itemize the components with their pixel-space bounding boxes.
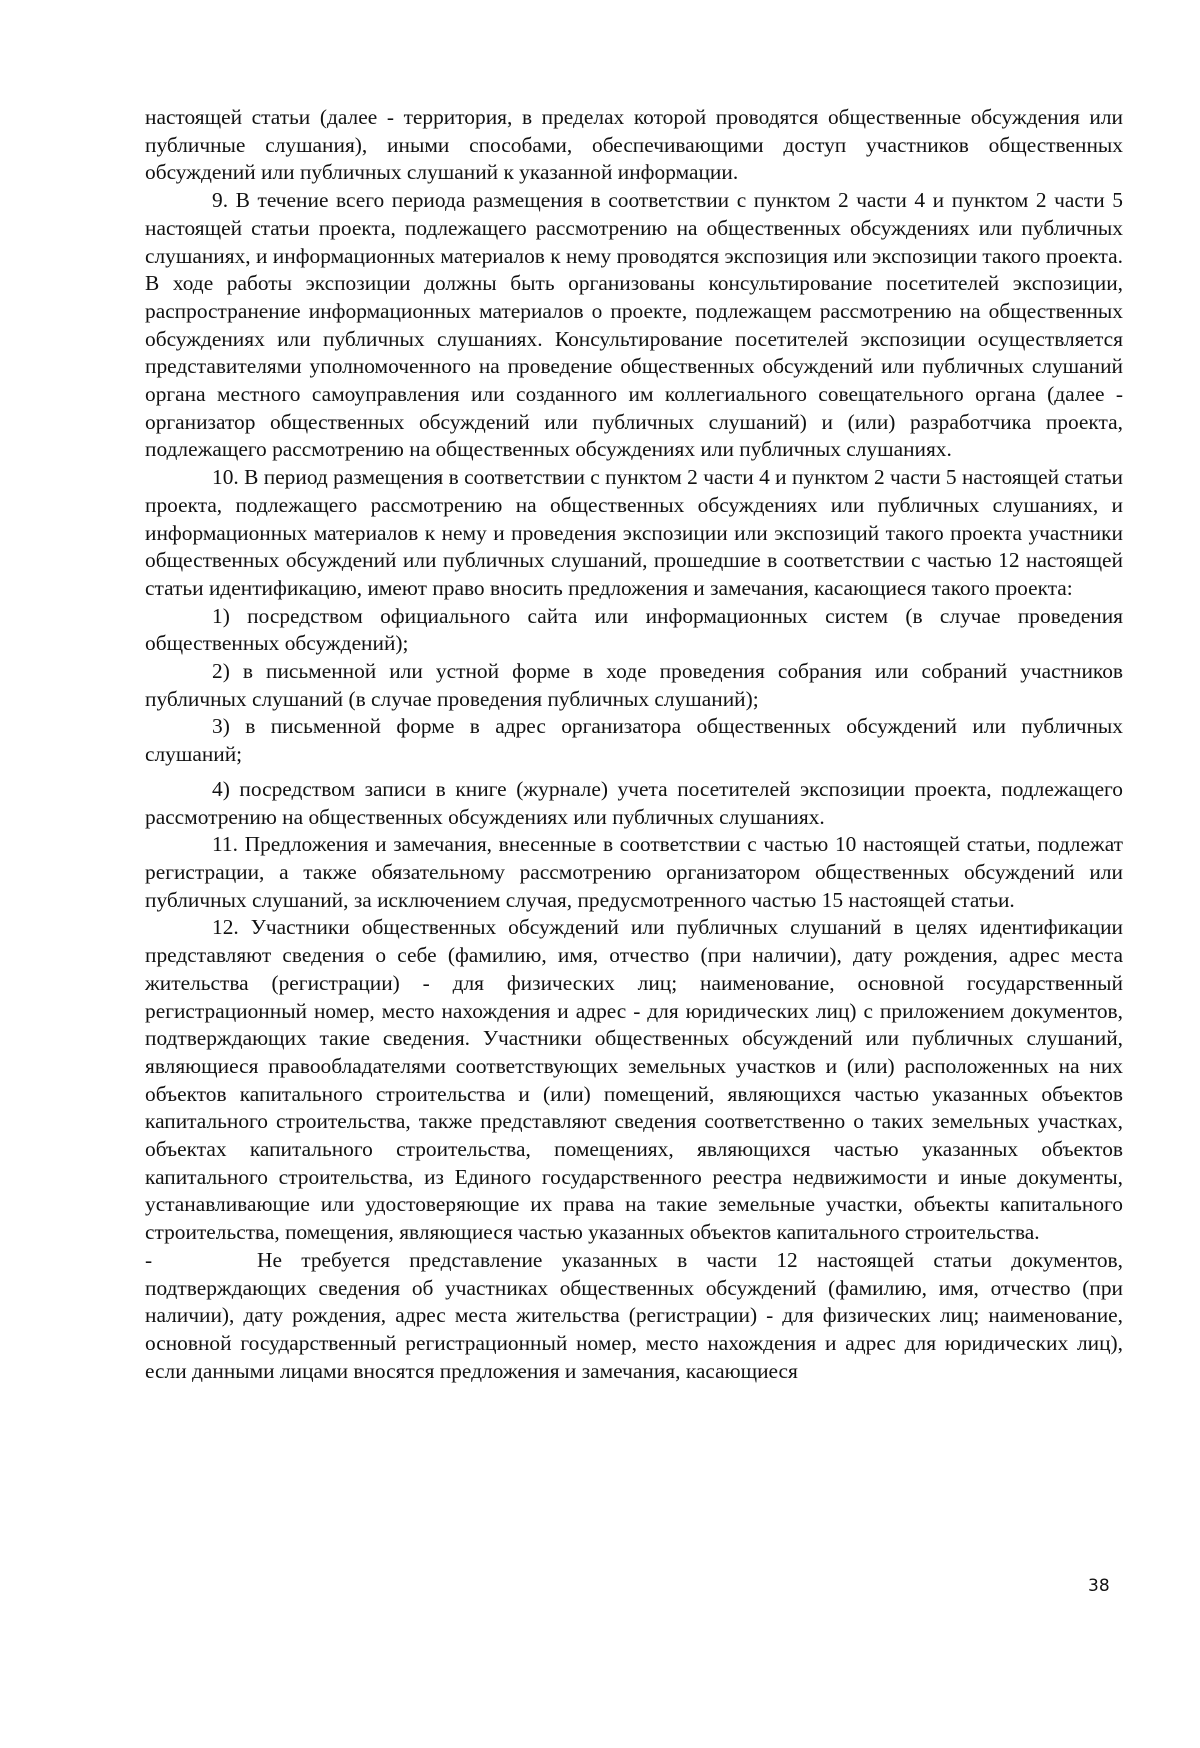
dash-marker: - xyxy=(145,1247,153,1272)
list-item-2: 2) в письменной или устной форме в ходе проведения собрания или собраний участников публичных слушаний (в случае проведения публичных слушаний); xyxy=(145,659,1123,711)
dash-paragraph-text: Не требуется представление указанных в части 12 настоящей статьи документов, подтверждающих сведения об участниках общественных обсуждений (фамилию, имя, отчество (при наличии), дату рождения, адрес места жительства (регистрации) - для физических лиц; наименование, основной государственный регистрационный номер, место нахождения и адрес для юридических лиц), если данными лицами вносятся предложения и замечания, касающиеся xyxy=(145,1247,1123,1383)
paragraph-continuation: настоящей статьи (далее - территория, в пределах которой проводятся общественные обсуждения или публичные слушания), иными способами, обеспечивающими доступ участников общественных обсуждений или публичных слушаний к указанной информации. xyxy=(145,105,1123,185)
list-item-3: 3) в письменной форме в адрес организатора общественных обсуждений или публичных слушаний; xyxy=(145,714,1123,767)
paragraph-10: 10. В период размещения в соответствии с пунктом 2 части 4 и пунктом 2 части 5 настоящей статьи проекта, подлежащего рассмотрению на общественных обсуждениях или публичных слушаниях, и информационных материалов к нему и проведения экспозиции или экспозиций такого проекта участники общественных обсуждений или публичных слушаний, прошедшие в соответствии с частью 12 настоящей статьи идентификацию, имеют право вносить предложения и замечания, касающиеся такого проекта: xyxy=(145,465,1123,600)
body-text xyxy=(145,104,1123,1385)
list-item-1: 1) посредством официального сайта или информационных систем (в случае проведения общественных обсуждений); xyxy=(145,603,1123,656)
page-number: 38 xyxy=(1088,1576,1110,1596)
paragraph-12: 12. Участники общественных обсуждений или публичных слушаний в целях идентификации представляют сведения о себе (фамилию, имя, отчество (при наличии), дату рождения, адрес места жительства (регистрации) - для физических лиц; наименование, основной государственный регистрационный номер, место нахождения и адрес - для юридических лиц) с приложением документов, подтверждающих такие сведения. Участники общественных обсуждений или публичных слушаний, являющиеся правообладателями соответствующих земельных участков и (или) расположенных на них объектов капитального строительства и (или) помещений, являющихся частью указанных объектов капитального строительства, также представляют сведения соответственно о таких земельных участках, объектах капитального строительства, помещениях, являющихся частью указанных объектов капитального строительства, из Единого государственного реестра недвижимости и иные документы, устанавливающие или удостоверяющие их права на такие земельные участки, объекты капитального строительства, помещения, являющиеся частью указанных объектов капитального строительства. xyxy=(145,915,1123,1245)
dash-paragraph xyxy=(145,1247,1123,1386)
paragraph-11: 11. Предложения и замечания, внесенные в соответствии с частью 10 настоящей статьи, подлежат регистрации, а также обязательному рассмотрению организатором общественных обсуждений или публичных слушаний, за исключением случая, предусмотренного частью 15 настоящей статьи. xyxy=(145,832,1123,912)
paragraph-9: 9. В течение всего периода размещения в соответствии с пунктом 2 части 4 и пунктом 2 части 5 настоящей статьи проекта, подлежащего рассмотрению на общественных обсуждениях или публичных слушаниях, и информационных материалов к нему проводятся экспозиция или экспозиции такого проекта. В ходе работы экспозиции должны быть организованы консультирование посетителей экспозиции, распространение информационных материалов о проекте, подлежащем рассмотрению на общественных обсуждениях или публичных слушаниях. Консультирование посетителей экспозиции осуществляется представителями уполномоченного на проведение общественных обсуждений или публичных слушаний органа местного самоуправления или созданного им коллегиального совещательного органа (далее - организатор общественных обсуждений или публичных слушаний) и (или) разработчика проекта, подлежащего рассмотрению на общественных обсуждениях или публичных слушаниях. xyxy=(145,188,1123,462)
list-item-4: 4) посредством записи в книге (журнале) учета посетителей экспозиции проекта, подлежащего рассмотрению на общественных обсуждениях или публичных слушаниях. xyxy=(145,776,1123,829)
